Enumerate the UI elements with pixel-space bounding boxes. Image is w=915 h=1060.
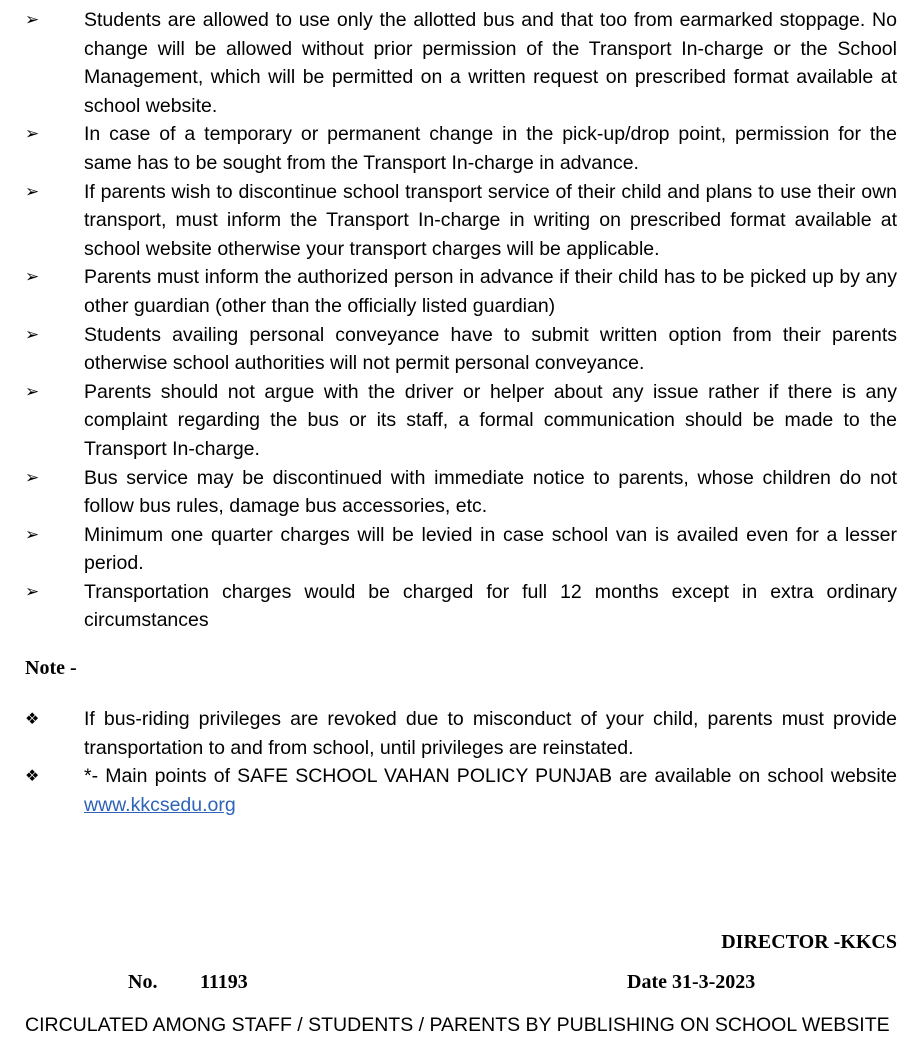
rule-text: Parents must inform the authorized person in advance if their child has to be picked up by any other guardian (other than the officially listed guardian) — [84, 266, 897, 317]
director-signature: DIRECTOR -KKCS — [721, 931, 897, 953]
note-heading: Note - — [25, 657, 77, 679]
circular-date: Date 31-3-2023 — [627, 971, 756, 993]
rule-item — [0, 378, 915, 464]
note-item — [0, 705, 915, 762]
rule-item — [0, 263, 915, 320]
rule-item — [0, 178, 915, 264]
arrow-bullet-icon: ➢ — [25, 524, 40, 545]
diamond-bullet-icon: ❖ — [25, 709, 40, 728]
rule-text: If parents wish to discontinue school transport service of their child and plans to use their own transport, must inform the Transport In-charge in writing on prescribed format available at school website otherwise your transport charges will be applicable. — [84, 180, 897, 260]
rule-item — [0, 321, 915, 378]
rule-text: In case of a temporary or permanent change in the pick-up/drop point, permission for the same has to be sought from the Transport In-charge in advance. — [84, 123, 897, 174]
arrow-bullet-icon: ➢ — [25, 10, 40, 30]
rule-text: Students are allowed to use only the allotted bus and that too from earmarked stoppage. No change will be allowed without prior permission of the Transport In-charge or the School Management, which will be permitted on a written request on prescribed format available at school website. — [84, 9, 897, 117]
note-text: If bus-riding privileges are revoked due to misconduct of your child, parents must provide transportation to and from school, until privileges are reinstated. — [84, 708, 897, 759]
arrow-bullet-icon: ➢ — [25, 267, 40, 288]
rule-item — [0, 578, 915, 635]
rule-text: Students availing personal conveyance have to submit written option from their parents otherwise school authorities will not permit personal conveyance. — [84, 323, 897, 375]
circular-number: 11193 — [200, 971, 248, 993]
arrow-bullet-icon: ➢ — [25, 381, 40, 402]
notes-list — [0, 705, 915, 819]
rule-item — [0, 521, 915, 578]
circulation-notice: CIRCULATED AMONG STAFF / STUDENTS / PARENTS BY PUBLISHING ON SCHOOL WEBSITE — [25, 1014, 890, 1036]
rule-text: Transportation charges would be charged for full 12 months except in extra ordinary circumstances — [84, 580, 897, 632]
rule-text: Bus service may be discontinued with immediate notice to parents, whose children do not follow bus rules, damage bus accessories, etc. — [84, 466, 897, 518]
transport-rules-list — [0, 6, 915, 635]
arrow-bullet-icon: ➢ — [25, 324, 40, 345]
diamond-bullet-icon: ❖ — [25, 766, 40, 786]
note-text: *- Main points of SAFE SCHOOL VAHAN POLICY PUNJAB are available on school website — [84, 765, 897, 788]
rule-text: Minimum one quarter charges will be levied in case school van is availed even for a lesser period. — [84, 523, 897, 575]
note-item — [0, 762, 915, 819]
rule-text: Parents should not argue with the driver or helper about any issue rather if there is any complaint regarding the bus or its staff, a formal communication should be made to the Transport In-charge. — [84, 380, 897, 460]
arrow-bullet-icon: ➢ — [25, 181, 40, 202]
rule-item — [0, 6, 915, 120]
rule-item — [0, 120, 915, 177]
arrow-bullet-icon: ➢ — [25, 124, 40, 145]
rule-item — [0, 464, 915, 521]
arrow-bullet-icon: ➢ — [25, 467, 40, 488]
arrow-bullet-icon: ➢ — [25, 581, 40, 602]
school-website-link[interactable]: www.kkcsedu.org — [84, 793, 236, 816]
circular-number-label: No. — [128, 971, 158, 993]
